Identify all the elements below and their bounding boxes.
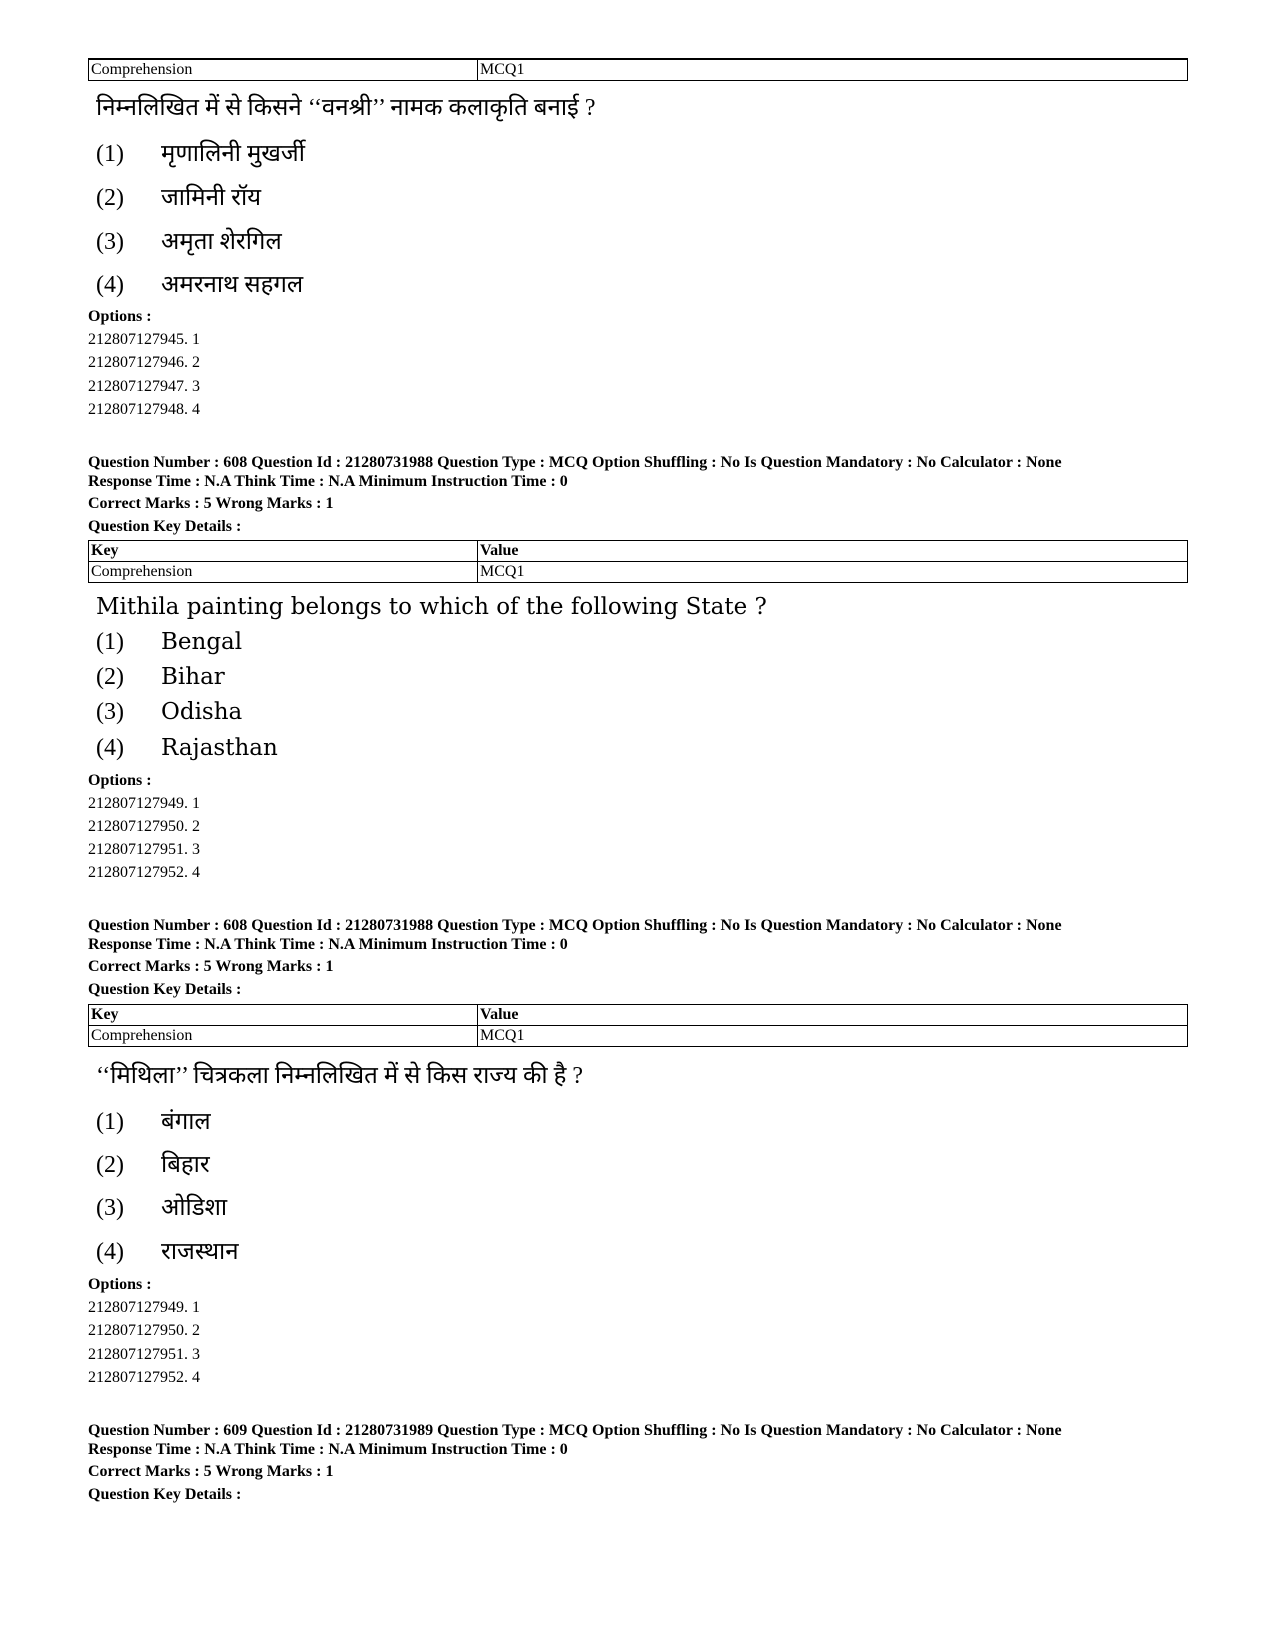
value-cell: MCQ1 (478, 562, 1188, 583)
choice-number: (3) (96, 229, 124, 255)
options-label: Options : (88, 308, 152, 325)
choice-item (96, 629, 242, 656)
option-id: 212807127952. 4 (88, 864, 200, 881)
question-meta (88, 1421, 1188, 1459)
meta-line: Response Time : N.A Think Time : N.A Minimum Instruction Time : 0 (88, 936, 568, 953)
choice-item (96, 1234, 239, 1267)
key-value-table (88, 1004, 1188, 1047)
choice-text: अमृता शेरगिल (161, 229, 282, 255)
table-row (89, 1026, 1188, 1047)
choice-text: जामिनी रॉय (161, 185, 262, 211)
option-id: 212807127949. 1 (88, 795, 200, 812)
choice-text: Rajasthan (161, 735, 278, 761)
key-details-label: Question Key Details : (88, 981, 242, 998)
option-id: 212807127950. 2 (88, 818, 200, 835)
meta-line: Question Number : 608 Question Id : 21280731988 Question Type : MCQ Option Shuffling : No Is Question Mandatory : No Calculator : None (88, 454, 1062, 471)
option-id: 212807127948. 4 (88, 401, 200, 418)
options-label: Options : (88, 1276, 152, 1293)
question-meta (88, 453, 1188, 491)
header-key: Key (89, 541, 478, 562)
choice-item (96, 699, 242, 726)
choice-item (96, 664, 225, 691)
choice-text: Bihar (161, 664, 225, 690)
value-cell: MCQ1 (478, 59, 1188, 81)
option-id: 212807127952. 4 (88, 1369, 200, 1386)
choice-item (96, 735, 278, 762)
question-text: ‘‘मिथिला’’ चित्रकला निम्नलिखित में से किस राज्य की है ? (96, 1063, 583, 1089)
choice-number: (1) (96, 141, 124, 167)
choice-text: बंगाल (161, 1109, 211, 1135)
choice-number: (4) (96, 272, 124, 298)
choice-number: (2) (96, 185, 124, 211)
choice-number: (1) (96, 629, 124, 655)
meta-line: Response Time : N.A Think Time : N.A Minimum Instruction Time : 0 (88, 1441, 568, 1458)
question-meta (88, 916, 1188, 954)
meta-line: Response Time : N.A Think Time : N.A Minimum Instruction Time : 0 (88, 473, 568, 490)
options-label: Options : (88, 772, 152, 789)
marks-line: Correct Marks : 5 Wrong Marks : 1 (88, 495, 334, 512)
table-header (89, 541, 1188, 562)
value-cell: MCQ1 (478, 1026, 1188, 1047)
key-value-table (88, 540, 1188, 583)
choice-number: (3) (96, 1195, 124, 1221)
table-header (89, 1005, 1188, 1026)
table-row (89, 59, 1188, 81)
key-details-label: Question Key Details : (88, 1486, 242, 1503)
marks-line: Correct Marks : 5 Wrong Marks : 1 (88, 958, 334, 975)
header-value: Value (478, 1005, 1188, 1026)
option-id: 212807127951. 3 (88, 1346, 200, 1363)
marks-line: Correct Marks : 5 Wrong Marks : 1 (88, 1463, 334, 1480)
key-cell: Comprehension (89, 59, 478, 81)
choice-number: (4) (96, 735, 124, 761)
key-cell: Comprehension (89, 562, 478, 583)
key-cell: Comprehension (89, 1026, 478, 1047)
meta-line: Question Number : 609 Question Id : 21280731989 Question Type : MCQ Option Shuffling : No Is Question Mandatory : No Calculator : None (88, 1422, 1062, 1439)
choice-text: बिहार (161, 1152, 210, 1178)
choice-number: (3) (96, 699, 124, 725)
meta-line: Question Number : 608 Question Id : 21280731988 Question Type : MCQ Option Shuffling : No Is Question Mandatory : No Calculator : None (88, 917, 1062, 934)
header-value: Value (478, 541, 1188, 562)
key-value-table (88, 58, 1188, 81)
choice-text: ओडिशा (161, 1195, 228, 1221)
choice-item (96, 1147, 210, 1180)
question-text: निम्नलिखित में से किसने ‘‘वनश्री’’ नामक कलाकृति बनाई ? (96, 95, 596, 121)
option-id: 212807127951. 3 (88, 841, 200, 858)
choice-number: (2) (96, 1152, 124, 1178)
choice-item (96, 224, 282, 257)
choice-item (96, 136, 305, 169)
choice-number: (4) (96, 1239, 124, 1265)
option-id: 212807127946. 2 (88, 354, 200, 371)
choice-item (96, 1190, 227, 1223)
option-id: 212807127947. 3 (88, 378, 200, 395)
choice-text: Bengal (161, 629, 243, 655)
choice-number: (2) (96, 664, 124, 690)
option-id: 212807127945. 1 (88, 331, 200, 348)
choice-text: अमरनाथ सहगल (161, 272, 304, 298)
question-text: Mithila painting belongs to which of the following State ? (96, 594, 767, 620)
option-id: 212807127949. 1 (88, 1299, 200, 1316)
choice-number: (1) (96, 1109, 124, 1135)
option-id: 212807127950. 2 (88, 1322, 200, 1339)
choice-text: Odisha (161, 699, 243, 725)
table-row (89, 562, 1188, 583)
choice-item (96, 267, 303, 300)
choice-item (96, 1104, 211, 1137)
header-key: Key (89, 1005, 478, 1026)
choice-text: राजस्थान (161, 1239, 239, 1265)
key-details-label: Question Key Details : (88, 518, 242, 535)
choice-item (96, 180, 261, 213)
choice-text: मृणालिनी मुखर्जी (161, 141, 305, 167)
